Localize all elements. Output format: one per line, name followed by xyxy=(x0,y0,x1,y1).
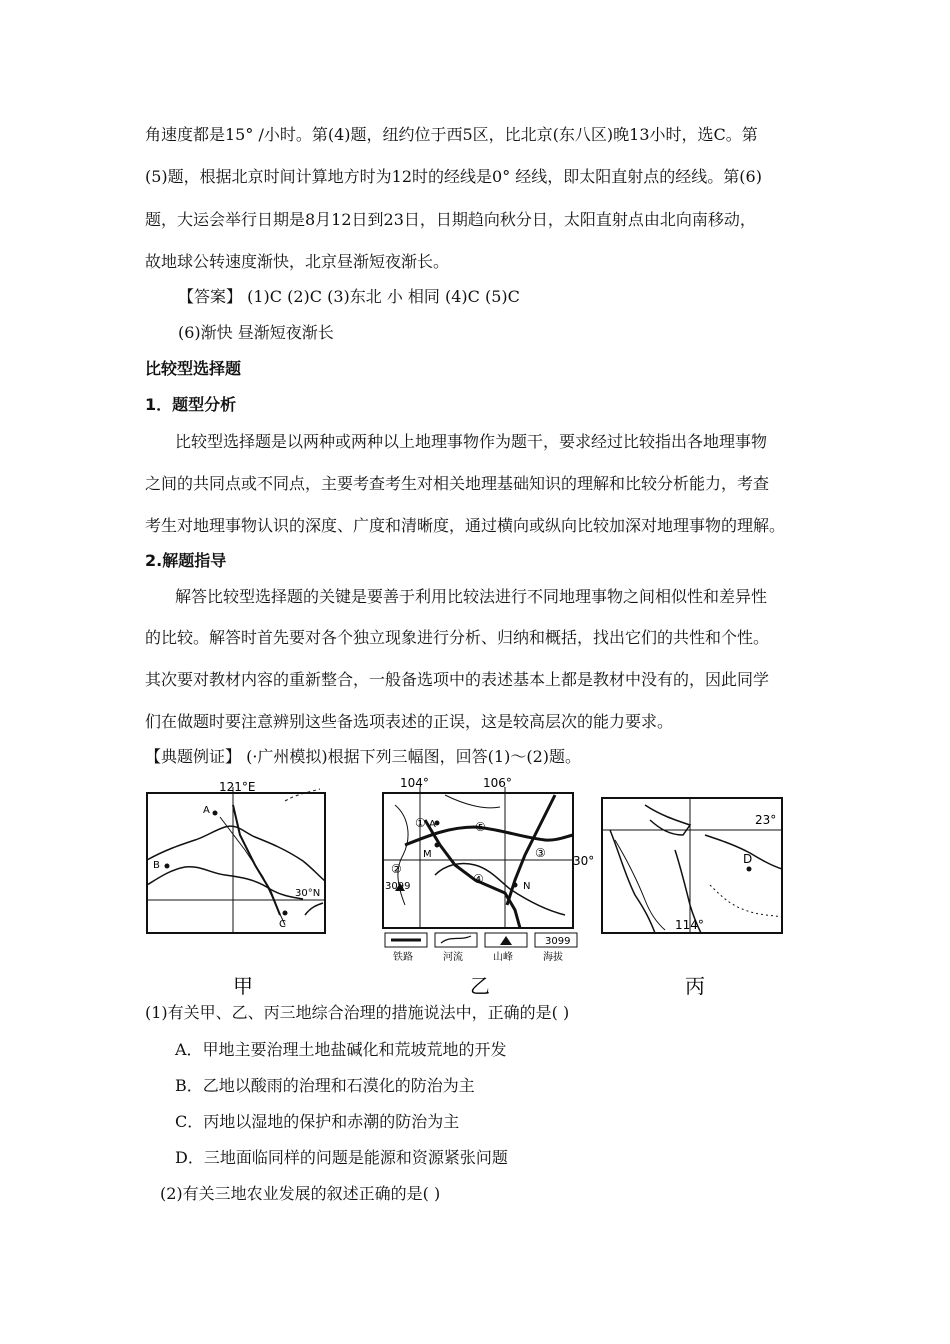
yi-lon2-label: 106° xyxy=(483,776,512,790)
map-bing xyxy=(602,798,782,998)
yi-peak-label: 3099 xyxy=(385,881,411,892)
bing-lat-label: 23° xyxy=(755,813,777,827)
paragraph-line: 的比较。解答时首先要对各个独立现象进行分析、归纳和概括，找出它们的共性和个性。 xyxy=(145,628,770,647)
question-line: (1)有关甲、乙、丙三地综合治理的措施说法中，正确的是( ) xyxy=(145,1003,570,1022)
map-yi xyxy=(383,776,594,998)
paragraph-line: 题，大运会举行日期是8月12日到23日，日期趋向秋分日，太阳直射点由北向南移动， xyxy=(145,210,756,229)
option-c: C．丙地以湿地的保护和赤潮的防治为主 xyxy=(175,1112,460,1131)
yi-lon1-label: 104° xyxy=(400,776,429,790)
yi-num-1: ① xyxy=(415,816,426,830)
yi-lat-label: 30° xyxy=(573,854,595,868)
paragraph-line: 们在做题时要注意辨别这些备选项表述的正误，这是较高层次的能力要求。 xyxy=(145,712,674,731)
answer-line: (6)渐快 昼渐短夜渐长 xyxy=(178,323,334,342)
paragraph-line: 故地球公转速度渐快，北京昼渐短夜渐长。 xyxy=(145,252,450,271)
paragraph-line: 角速度都是15° /小时。第(4)题，纽约位于西5区，比北京(东八区)晚13小时，选C。第 xyxy=(145,125,758,144)
yi-point-n: N xyxy=(523,881,531,892)
jia-point-c: C xyxy=(279,919,286,930)
paragraph-line: (5)题，根据北京时间计算地方时为12时的经线是0° 经线，即太阳直射点的经线。第(6) xyxy=(145,167,762,186)
question-line: (2)有关三地农业发展的叙述正确的是( ) xyxy=(160,1184,441,1203)
yi-num-2: ② xyxy=(391,862,402,876)
yi-legend-peak: 山峰 xyxy=(493,952,513,963)
bing-map-name: 丙 xyxy=(685,974,705,998)
yi-legend-river: 河流 xyxy=(443,952,463,963)
section-heading: 2.解题指导 xyxy=(145,551,227,570)
yi-num-5: ⑤ xyxy=(475,820,486,834)
option-a: A．甲地主要治理土地盐碱化和荒坡荒地的开发 xyxy=(175,1040,507,1059)
yi-legend-railway: 铁路 xyxy=(393,952,413,963)
section-title: 比较型选择题 xyxy=(145,359,242,378)
paragraph-line: 之间的共同点或不同点，主要考查考生对相关地理基础知识的理解和比较分析能力，考查 xyxy=(145,474,770,493)
example-line: 【典题例证】 (·广州模拟)根据下列三幅图，回答(1)～(2)题。 xyxy=(145,747,581,766)
option-b: B．乙地以酸雨的治理和石漠化的防治为主 xyxy=(175,1076,475,1095)
yi-num-3: ③ xyxy=(535,846,546,860)
jia-lon-label: 121°E xyxy=(219,780,256,794)
paragraph-line: 比较型选择题是以两种或两种以上地理事物作为题干，要求经过比较指出各地理事物 xyxy=(175,432,768,451)
section-heading: 1．题型分析 xyxy=(145,395,237,414)
option-d: D．三地面临同样的问题是能源和资源紧张问题 xyxy=(175,1148,508,1167)
map-figures xyxy=(145,765,825,1005)
yi-num-4: ④ xyxy=(473,872,484,886)
yi-point-a: A xyxy=(429,819,436,830)
yi-legend-elevation: 海拔 xyxy=(543,952,563,963)
jia-point-b: B xyxy=(153,860,160,871)
maps-svg xyxy=(145,765,825,1005)
yi-point-m: M xyxy=(423,849,432,860)
jia-lat-label: 30°N xyxy=(295,888,321,899)
bing-lon-label: 114° xyxy=(675,918,704,932)
map-jia xyxy=(147,780,325,998)
jia-point-a: A xyxy=(203,805,210,816)
paragraph-line: 其次要对教材内容的重新整合，一般备选项中的表述基本上都是教材中没有的，因此同学 xyxy=(145,670,770,689)
yi-map-name: 乙 xyxy=(470,974,490,998)
paragraph-line: 解答比较型选择题的关键是要善于利用比较法进行不同地理事物之间相似性和差异性 xyxy=(175,587,768,606)
yi-legend-value: 3099 xyxy=(545,936,571,947)
paragraph-line: 考生对地理事物认识的深度、广度和清晰度，通过横向或纵向比较加深对地理事物的理解。 xyxy=(145,516,786,535)
bing-point-d: D xyxy=(743,852,753,866)
answer-line: 【答案】 (1)C (2)C (3)东北 小 相同 (4)C (5)C xyxy=(178,287,520,306)
jia-map-name: 甲 xyxy=(233,974,253,998)
